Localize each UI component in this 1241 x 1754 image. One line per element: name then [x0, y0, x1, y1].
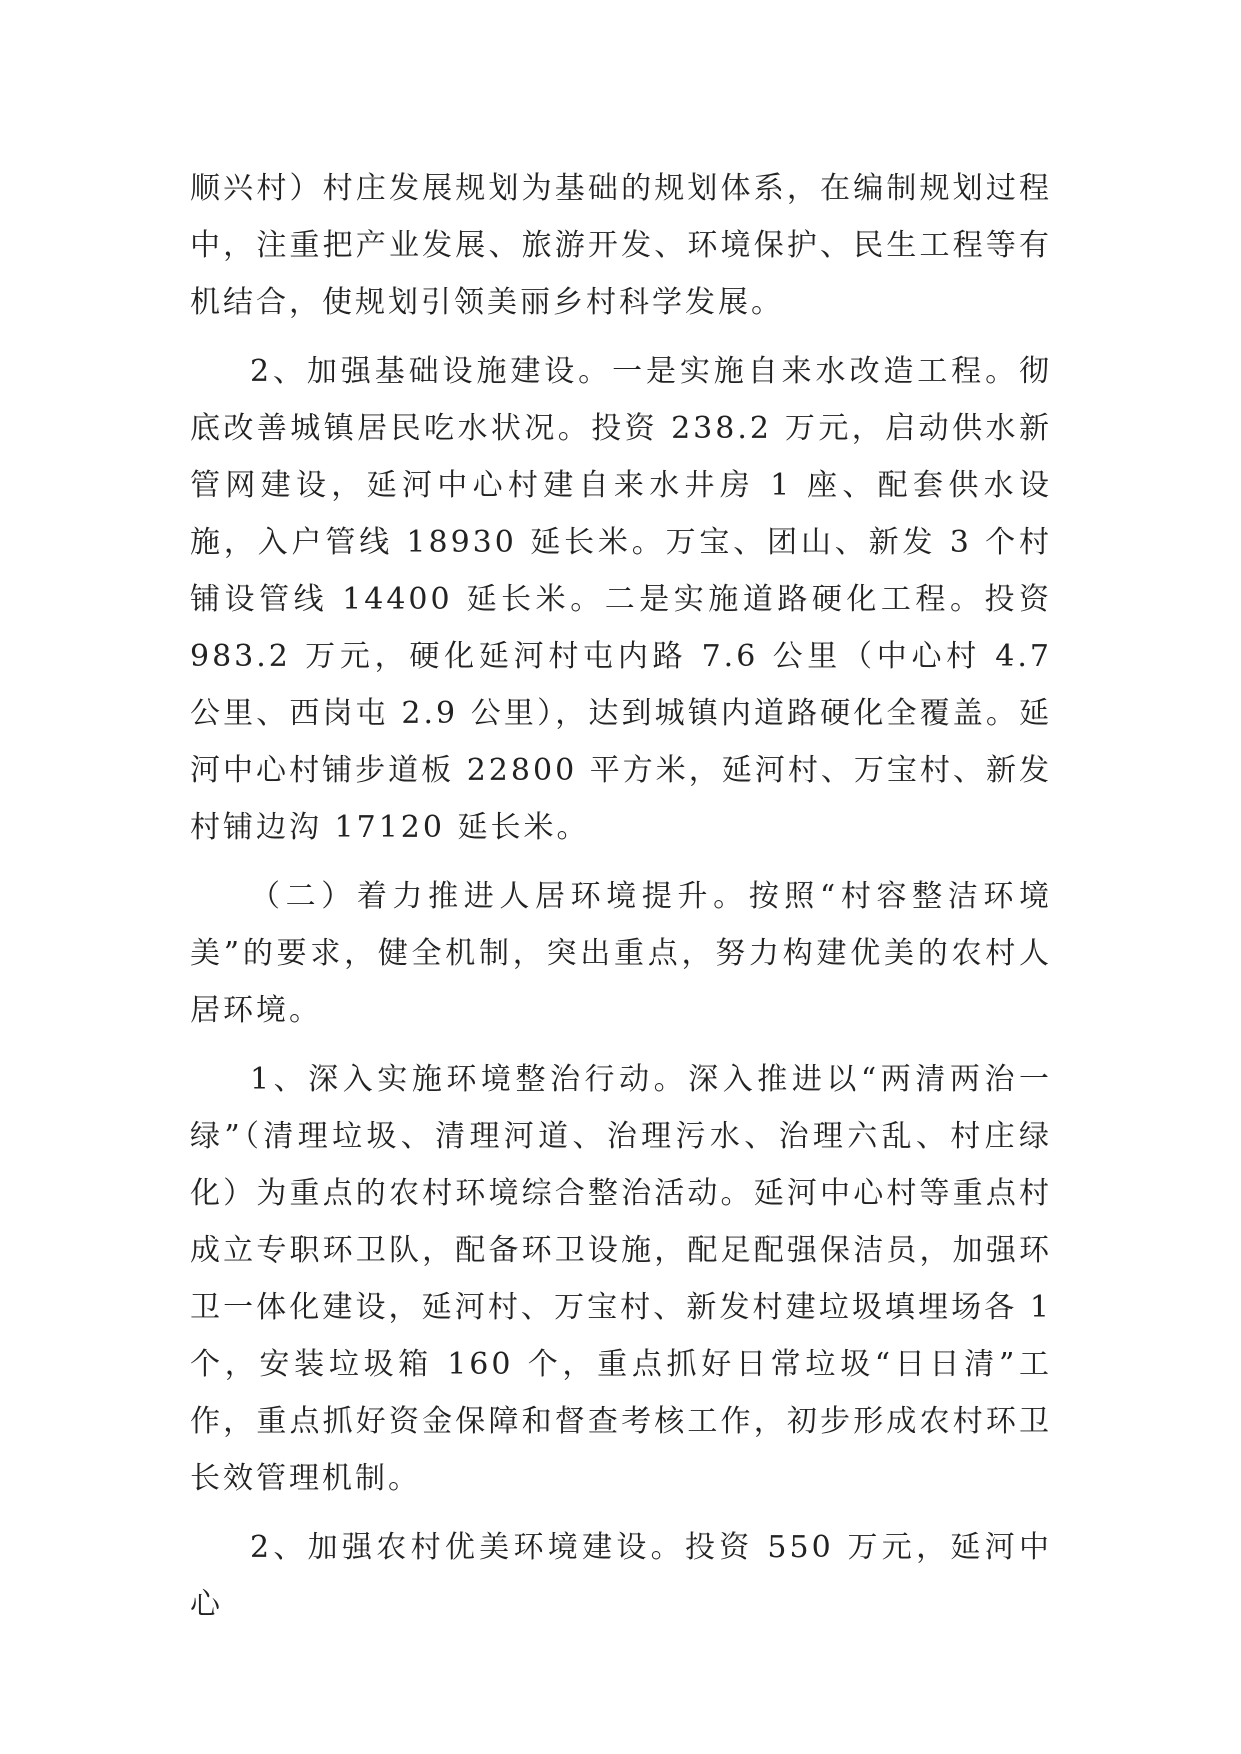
- paragraph-infrastructure: 2、加强基础设施建设。一是实施自来水改造工程。彻底改善城镇居民吃水状况。投资 238.2 万元，启动供水新管网建设，延河中心村建自来水井房 1 座、配套供水设施，入户管线 18930 延长米。万宝、团山、新发 3 个村铺设管线 14400 延长米。二是实施道路硬化工程。投资 983.2 万元，硬化延河村屯内路 7.6 公里（中心村 4.7 公里、西岗屯 2.9 公里），达到城镇内道路硬化全覆盖。延河中心村铺步道板 22800 平方米，延河村、万宝村、新发村铺边沟 17120 延长米。: [190, 354, 1052, 845]
- paragraph-environment-construction: 2、加强农村优美环境建设。投资 550 万元，延河中心: [190, 1530, 1052, 1622]
- paragraph-environment-rectification: 1、深入实施环境整治行动。深入推进以“两清两治一绿”（清理垃圾、清理河道、治理污水、治理六乱、村庄绿化）为重点的农村环境综合整治活动。延河中心村等重点村成立专职环卫队，配备环卫设施，配足配强保洁员，加强环卫一体化建设，延河村、万宝村、新发村建垃圾填埋场各 1 个，安装垃圾箱 160 个，重点抓好日常垃圾“日日清”工作，重点抓好资金保障和督查考核工作，初步形成农村环卫长效管理机制。: [190, 1062, 1052, 1496]
- section-heading-living-environment: （二）着力推进人居环境提升。按照“村容整洁环境美”的要求，健全机制，突出重点，努力构建优美的农村人居环境。: [190, 879, 1052, 1028]
- paragraph-continuation: 顺兴村）村庄发展规划为基础的规划体系，在编制规划过程中，注重把产业发展、旅游开发、环境保护、民生工程等有机结合，使规划引领美丽乡村科学发展。: [190, 171, 1052, 320]
- document-body: [190, 160, 1052, 1645]
